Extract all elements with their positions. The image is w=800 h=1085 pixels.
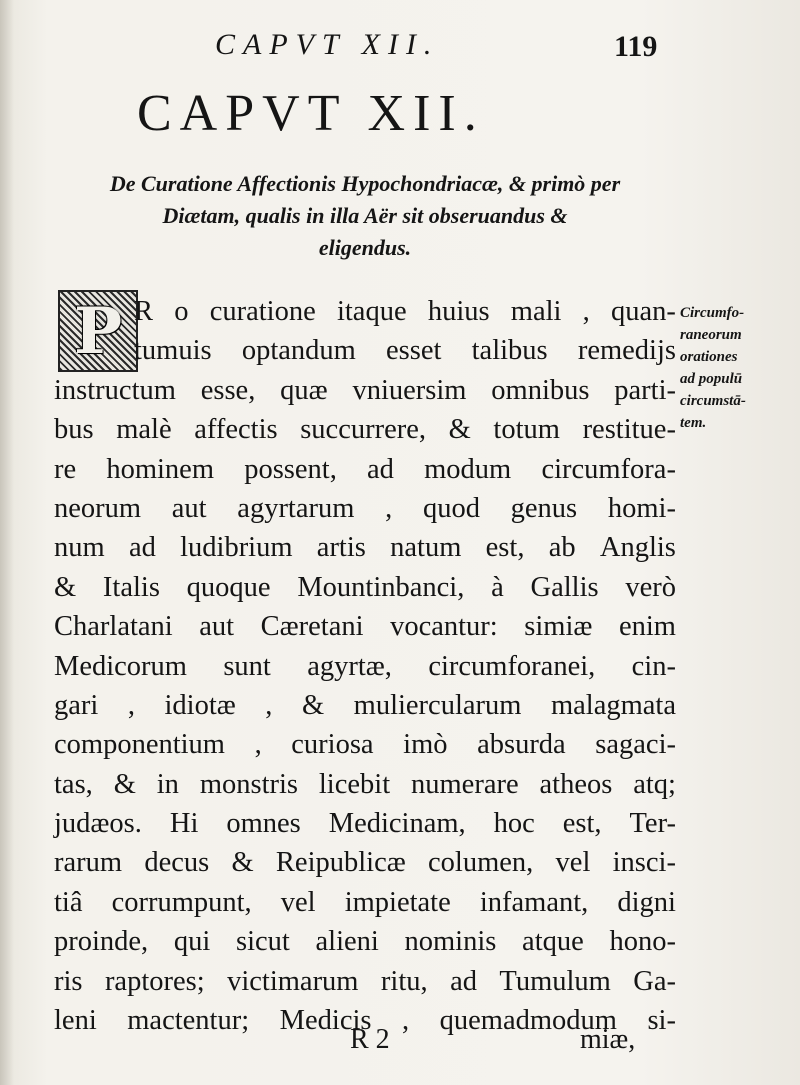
text-line: tas, & in monstris licebit numerare atheos atq; [54,768,676,800]
text-line: num ad ludibrium artis natum est, ab Anglis [54,532,676,564]
signature-mark: R 2 [350,1024,390,1055]
page-number: 119 [614,30,658,63]
body-text [54,292,676,1040]
subtitle-line: eligendus. [318,235,412,260]
subtitle-line: Diætam, qualis in illa Aër sit obseruandus & [162,203,568,228]
text-line: gari , idiotæ , & muliercularum malagmata [54,689,676,721]
text-line: proinde, qui sicut alieni nominis atque hono- [54,926,676,958]
margin-note-line: tem. [680,415,707,431]
text-line: R o curatione itaque huius mali , quan- [134,296,676,327]
text-line: judæos. Hi omnes Medicinam, hoc est, Ter- [54,808,676,840]
catchword: miæ, [580,1024,636,1055]
text-line: Charlatani aut Cæretani vocantur: simiæ enim [54,611,676,643]
text-line: & Italis quoque Mountinbanci, à Gallis verò [54,571,676,603]
text-line: Medicorum sunt agyrtæ, circumforanei, cin- [54,650,676,682]
text-line: neorum aut agyrtarum , quod genus homi- [54,492,676,524]
text-line: ris raptores; victimarum ritu, ad Tumulum Ga- [54,965,676,997]
running-head: CAPVT XII. [215,28,440,61]
margin-note [680,302,790,434]
margin-note-line: raneorum [680,327,742,343]
margin-note-line: Circumfo- [680,305,745,321]
chapter-subtitle [40,168,690,264]
text-line: bus malè affectis succurrere, & totum restitue- [54,414,676,446]
margin-note-line: ad populū [680,371,743,387]
gutter-shadow [0,0,14,1085]
margin-note-line: circumstā- [680,393,746,409]
initial-letter: P [73,293,123,369]
text-line: tumuis optandum esset talibus remedijs [134,335,676,367]
text-line: tiâ corrumpunt, vel impietate infamant, digni [54,886,676,918]
text-line: rarum decus & Reipublicæ columen, vel insci- [54,847,676,879]
text-line: instructum esse, quæ vniuersim omnibus parti- [54,374,676,406]
margin-note-line: orationes [680,349,738,365]
text-line: leni mactentur; Medicis , quemadmodum si- [54,1005,676,1037]
text-line: re hominem possent, ad modum circumfora- [54,453,676,485]
chapter-title: CAPVT XII. [137,85,485,142]
text-line: componentium , curiosa imò absurda sagaci- [54,729,676,761]
subtitle-line: De Curatione Affectionis Hypochondriacæ, & primò per [109,171,621,196]
